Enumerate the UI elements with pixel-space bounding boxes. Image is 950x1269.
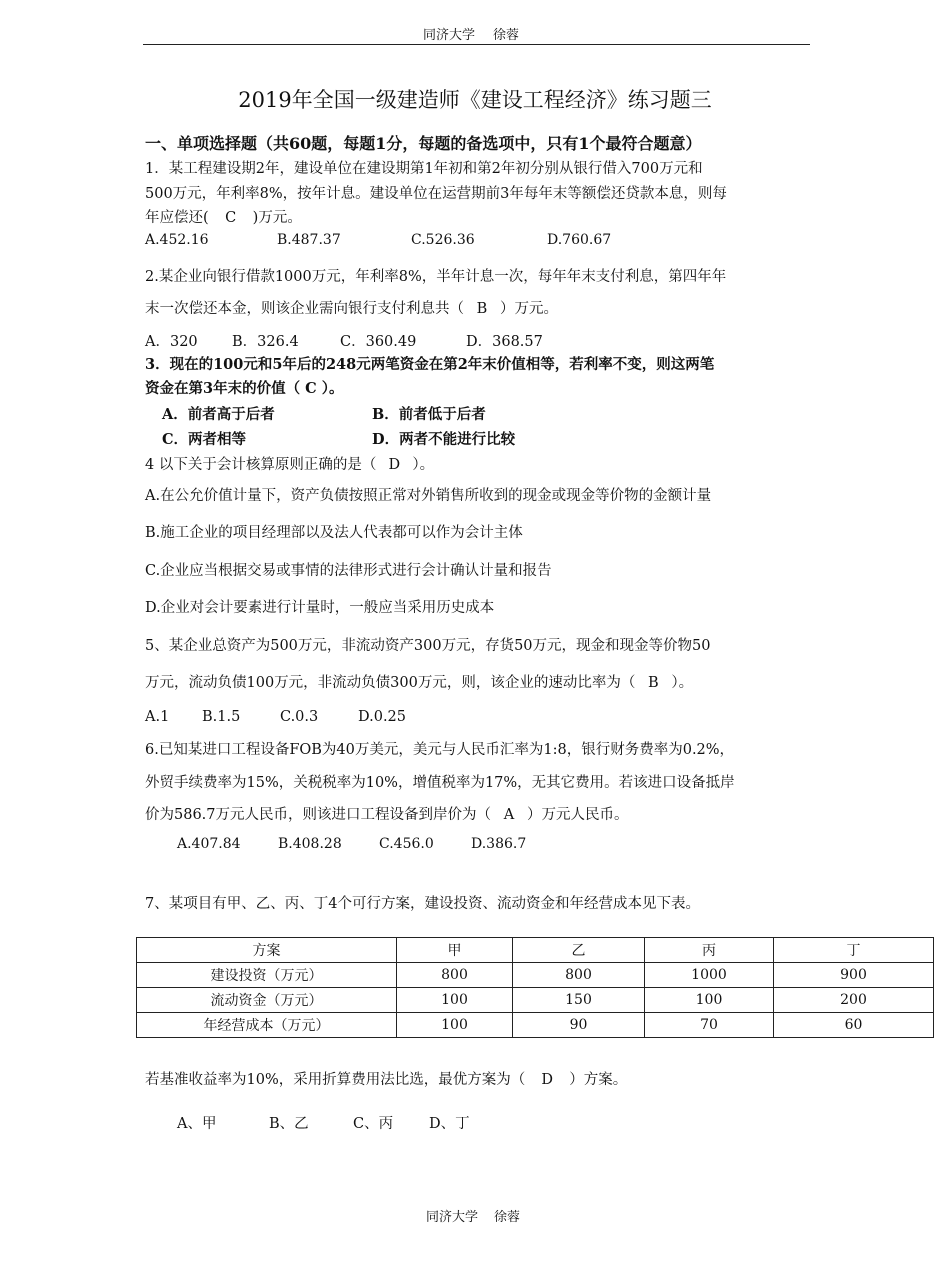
q2-answer: B xyxy=(476,301,488,317)
table-cell: 建设投资（万元） xyxy=(137,963,397,988)
q2-line1: 2.某企业向银行借款1000万元，年利率8%，半年计息一次，每年年末支付利息，第四年年 xyxy=(145,269,727,285)
table-header-row xyxy=(137,938,934,963)
q4-option-d: D.企业对会计要素进行计量时，一般应当采用历史成本 xyxy=(145,600,495,616)
page-footer xyxy=(426,1206,520,1225)
q7-option-c: C、丙 xyxy=(353,1116,394,1132)
q6-options xyxy=(177,836,526,852)
q3-option-a: A．前者高于后者 xyxy=(162,406,275,423)
q7-stem: 7、某项目有甲、乙、丙、丁4个可行方案，建设投资、流动资金和年经营成本见下表。 xyxy=(145,896,700,912)
table-cell: 150 xyxy=(513,988,645,1013)
q1-options xyxy=(145,232,611,248)
q4-option-c: C.企业应当根据交易或事情的法律形式进行会计确认计量和报告 xyxy=(145,563,552,579)
table-cell: 900 xyxy=(774,963,934,988)
q3-option-c: C．两者相等 xyxy=(162,431,247,448)
q5-answer: B xyxy=(648,675,659,691)
q1-line1: 1．某工程建设期2年，建设单位在建设期第1年初和第2年初分别从银行借入700万元和 xyxy=(145,161,703,177)
q2-option-d: D．368.57 xyxy=(466,334,543,350)
header-school: 同济大学 xyxy=(423,28,476,43)
header-rule xyxy=(143,44,810,45)
q1-option-c: C.526.36 xyxy=(411,232,475,248)
q2-option-b: B．326.4 xyxy=(232,334,299,350)
q5-options xyxy=(145,709,406,725)
q1-line3: 年应偿还( C )万元。 xyxy=(145,210,302,226)
q3-option-b: B．前者低于后者 xyxy=(372,406,486,423)
table-cell: 1000 xyxy=(645,963,774,988)
q1-answer: C xyxy=(225,210,237,226)
table-cell: 200 xyxy=(774,988,934,1013)
table-header-cell: 丁 xyxy=(774,938,934,963)
q7-after: 若基准收益率为10%，采用折算费用法比选，最优方案为（ D ）方案。 xyxy=(145,1072,628,1088)
q7-options xyxy=(177,1112,470,1133)
table-cell: 100 xyxy=(645,988,774,1013)
q6-option-b: B.408.28 xyxy=(278,836,342,852)
q7-option-a: A、甲 xyxy=(177,1116,217,1132)
q3-line1: 3．现在的100元和5年后的248元两笔资金在第2年末价值相等，若利率不变，则这两笔 xyxy=(145,356,715,373)
q7-option-b: B、乙 xyxy=(269,1116,309,1132)
table-cell: 100 xyxy=(397,1013,513,1038)
footer-author: 徐蓉 xyxy=(494,1210,521,1225)
q4-option-b: B.施工企业的项目经理部以及法人代表都可以作为会计主体 xyxy=(145,525,523,541)
q5-line2: 万元，流动负债100万元，非流动负债300万元，则，该企业的速动比率为（ B ）。 xyxy=(145,675,694,691)
q3-line2: 资金在第3年末的价值（ C ）。 xyxy=(145,380,344,397)
table-header-cell: 甲 xyxy=(397,938,513,963)
table-cell: 800 xyxy=(513,963,645,988)
q4-option-a: A.在公允价值计量下，资产负债按照正常对外销售所收到的现金或现金等价物的金额计量 xyxy=(145,488,712,504)
q2-options xyxy=(145,330,543,351)
table-header-cell: 丙 xyxy=(645,938,774,963)
q4-answer: D xyxy=(388,457,401,473)
table-cell: 年经营成本（万元） xyxy=(137,1013,397,1038)
table-cell: 90 xyxy=(513,1013,645,1038)
page-title: 2019年全国一级建造师《建设工程经济》练习题三 xyxy=(238,88,712,112)
q6-option-a: A.407.84 xyxy=(177,836,241,852)
q5-option-c: C.0.3 xyxy=(280,709,319,725)
q6-option-d: D.386.7 xyxy=(471,836,527,852)
q3-options-row2 xyxy=(162,428,515,449)
footer-school: 同济大学 xyxy=(426,1210,479,1225)
header-author: 徐蓉 xyxy=(493,28,520,43)
q1-line2: 500万元，年利率8%，按年计息。建设单位在运营期前3年每年末等额偿还贷款本息，则每 xyxy=(145,186,727,202)
q6-answer: A xyxy=(503,807,515,823)
table-cell: 70 xyxy=(645,1013,774,1038)
q5-option-d: D.0.25 xyxy=(358,709,407,725)
table-cell: 800 xyxy=(397,963,513,988)
q5-option-a: A.1 xyxy=(145,709,170,725)
q2-line2: 末一次偿还本金，则该企业需向银行支付利息共（ B ）万元。 xyxy=(145,301,558,317)
q5-line1: 5、某企业总资产为500万元，非流动资产300万元，存货50万元，现金和现金等价物50 xyxy=(145,638,711,654)
q1-option-b: B.487.37 xyxy=(277,232,341,248)
q3-options-row1 xyxy=(162,403,486,424)
q6-line2: 外贸手续费率为15%，关税税率为10%，增值税率为17%，无其它费用。若该进口设备抵岸 xyxy=(145,775,735,791)
table-row xyxy=(137,963,934,988)
table-header-cell: 方案 xyxy=(137,938,397,963)
table-row xyxy=(137,988,934,1013)
table-row xyxy=(137,1013,934,1038)
table-cell: 100 xyxy=(397,988,513,1013)
page-header xyxy=(423,24,519,43)
table-cell: 流动资金（万元） xyxy=(137,988,397,1013)
q6-line3: 价为586.7万元人民币，则该进口工程设备到岸价为（ A ）万元人民币。 xyxy=(145,807,629,823)
q7-option-d: D、丁 xyxy=(429,1116,470,1132)
q6-option-c: C.456.0 xyxy=(379,836,434,852)
table-cell: 60 xyxy=(774,1013,934,1038)
q4-stem: 4 以下关于会计核算原则正确的是（ D ）。 xyxy=(145,457,435,473)
q2-option-a: A．320 xyxy=(145,334,198,350)
q7-answer: D xyxy=(541,1072,554,1088)
q3-option-d: D．两者不能进行比较 xyxy=(372,431,516,448)
q5-option-b: B.1.5 xyxy=(202,709,241,725)
section-heading: 一、单项选择题（共60题，每题1分，每题的备选项中，只有1个最符合题意） xyxy=(145,134,702,153)
q1-option-d: D.760.67 xyxy=(547,232,612,248)
q2-option-c: C．360.49 xyxy=(340,334,417,350)
table-header-cell: 乙 xyxy=(513,938,645,963)
q7-table xyxy=(136,937,934,1038)
q6-line1: 6.已知某进口工程设备FOB为40万美元，美元与人民币汇率为1:8，银行财务费率为0.2%， xyxy=(145,742,735,758)
q1-option-a: A.452.16 xyxy=(145,232,209,248)
